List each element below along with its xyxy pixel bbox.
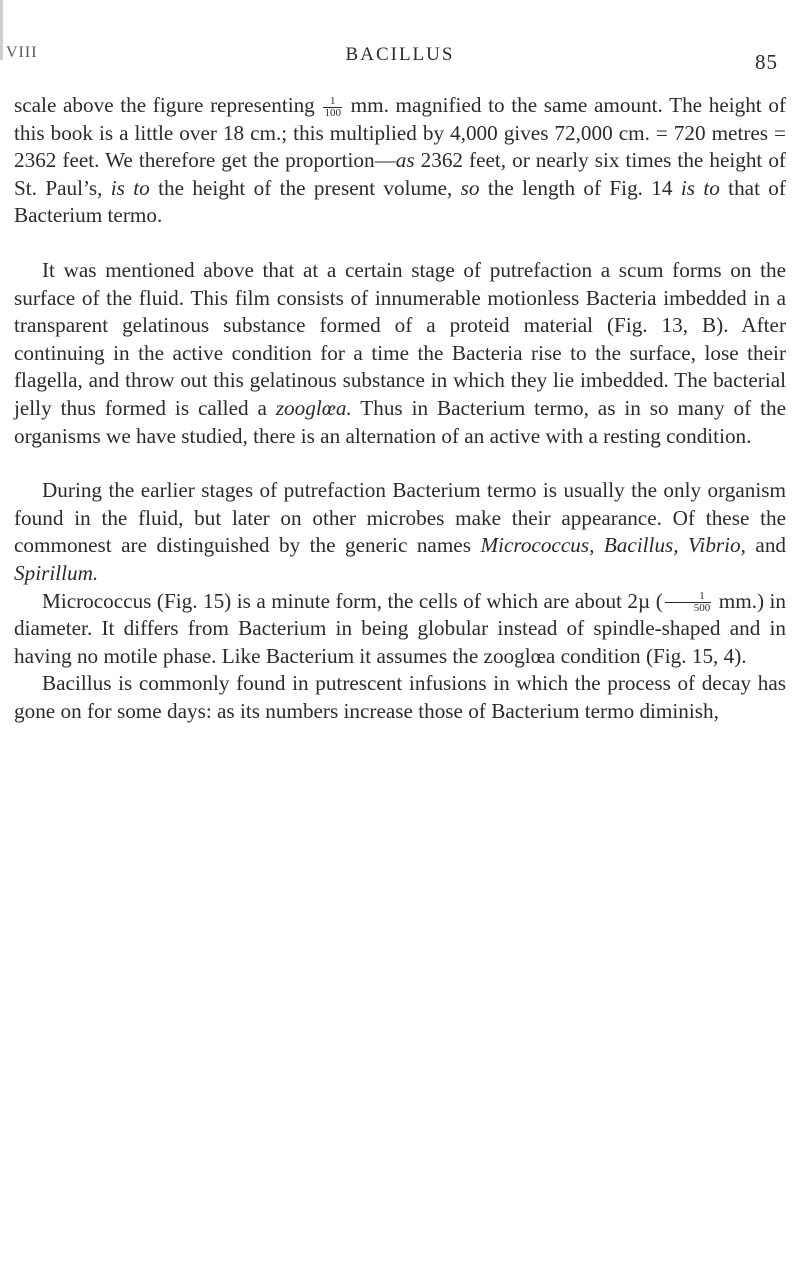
paragraph-zooglaea: It was mentioned above that at a certain stage of putrefaction a scum forms on the surface of the fluid. This film consists of innumerable motionless Bacteria imbedded in a transparent gelatinous substance formed of a proteid material (Fig. 13, B). After continuing in the active condition for a time the Bacteria rise to the surface, lose their flagella, and throw out this gelatinous substance in which they lie imbedded. The bacterial jelly thus formed is called a zooglœa. Thus in Bacterium termo, as in so many of the organisms we have studied, there is an alternation of an active with a resting condition. — [14, 257, 786, 448]
chapter-number: VIII — [6, 44, 38, 61]
page-number: 85 — [755, 50, 778, 74]
running-title: BACILLUS — [345, 44, 455, 65]
running-head — [0, 44, 800, 80]
fraction-one-five-hundredth: $\frac{1}{500}$ — [665, 591, 712, 614]
fraction-one-hundredth: $\frac{1}{100}$ — [324, 94, 341, 119]
paragraph-micrococcus: Micrococcus (Fig. 15) is a minute form, the cells of which are about 2µ ( $\frac{1}{500}$ mm.) in diameter. It differs from Bacterium in being globular instead of spindle-shaped and in having no motile phase. Like Bacterium it assumes the zooglœa condition (Fig. 15, 4). — [14, 588, 786, 668]
paragraph-scale-comparison: scale above the figure representing $\frac{1}{100}$ mm. magnified to the same amount. The height of this book is a little over 18 cm.; this multiplied by 4,000 gives 72,000 cm. = 720 metres = 2362 feet. We therefore get the proportion—as 2362 feet, or nearly six times the height of St. Paul’s, is to the height of the present volume, so the length of Fig. 14 is to that of Bacterium termo. — [14, 93, 786, 228]
paragraph-bacillus: Bacillus is commonly found in putrescent infusions in which the process of decay has gone on for some days: as its numbers increase those of Bacterium termo diminish, — [14, 671, 786, 723]
body-text — [14, 92, 786, 725]
paragraph-other-microbes: During the earlier stages of putrefaction Bacterium termo is usually the only organism found in the fluid, but later on other microbes make their appearance. Of these the commonest are distinguished by the generic names Micrococcus, Bacillus, Vibrio, and Spirillum. — [14, 478, 787, 585]
